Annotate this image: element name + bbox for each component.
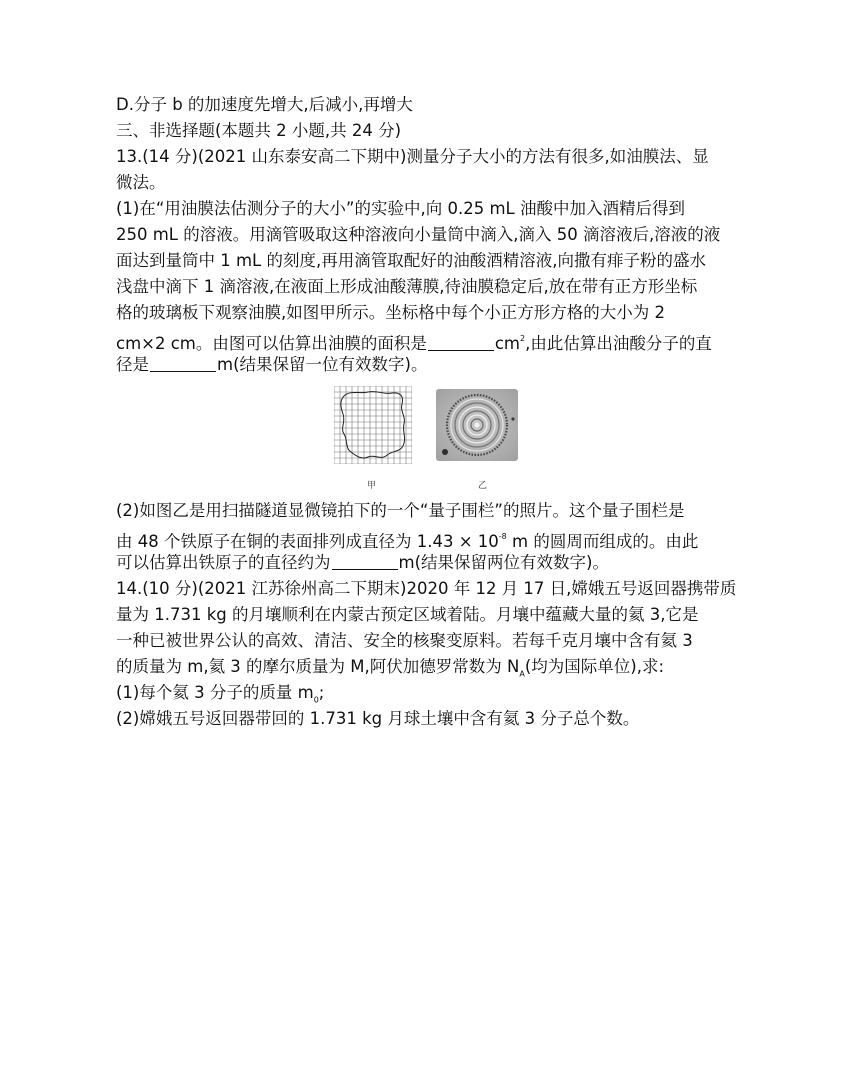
q14-part2: (2)嫦娥五号返回器带回的 1.731 kg 月球土壤中含有氦 3 分子总个数。 [116,709,640,728]
oil-film-grid-figure [334,386,412,464]
q14-line2: 量为 1.731 kg 的月壤顺利在内蒙古预定区域着陆。月壤中蕴藏大量的氦 3,它是 [116,605,699,624]
q13-part1-line4: 浅盘中滴下 1 滴溶液,在液面上形成油酸薄膜,待油膜稳定后,放在带有正方形坐标 [116,277,698,296]
q13-part1-line2: 250 mL 的溶液。用滴管吸取这种溶液向小量筒中滴入,滴入 50 滴溶液后,溶液的液 [116,225,721,244]
quantum-corral-figure [436,389,518,461]
text-segment: m(结果保留两位有效数字)。 [398,553,609,572]
text-segment: (1)每个氦 3 分子的质量 m [116,683,314,702]
subscript: 0 [313,695,319,705]
section-heading: 三、非选择题(本题共 2 小题,共 24 分) [116,121,402,140]
q13-part1-line6 [116,326,756,352]
q13-part1-line1: (1)在“用油膜法估测分子的大小”的实验中,向 0.25 mL 油酸中加入酒精后得到 [116,199,685,218]
question-13-header: 13.(14 分)(2021 山东泰安高二下期中)测量分子大小的方法有很多,如油膜法、显 [116,147,709,166]
question-14-header: 14.(10 分)(2021 江苏徐州高二下期末)2020 年 12 月 17 日,嫦娥五号返回器携带质 [116,579,737,598]
q13-part1-line3: 面达到量筒中 1 mL 的刻度,再用滴管取配好的油酸酒精溶液,向撒有痱子粉的盛水 [116,251,706,270]
text-segment: ; [318,683,325,702]
subscript: A [519,669,525,679]
q14-line4 [116,654,756,680]
text-segment: 径是 [116,355,149,374]
answer-blank-area[interactable] [428,332,494,351]
q13-part2-line1: (2)如图乙是用扫描隧道显微镜拍下的一个“量子围栏”的照片。这个量子围栏是 [116,501,685,520]
q13-part2-line2 [116,524,756,550]
q13-part1-line7 [116,352,756,378]
figure-caption-b: 乙 [478,481,488,491]
unit-cm: cm [494,334,521,353]
document-page [116,92,756,732]
text-segment: 的质量为 m,氦 3 的摩尔质量为 M,阿伏加德罗常数为 N [116,657,520,676]
question-13-header-cont: 微法。 [116,173,166,192]
text-segment: (均为国际单位),求: [524,657,665,676]
oil-film-outline [341,392,405,459]
q14-part1 [116,680,756,706]
q14-line3: 一种已被世界公认的高效、清洁、安全的核聚变原料。若每千克月壤中含有氦 3 [116,631,693,650]
text-segment: 可以估算出铁原子的直径约为 [116,553,331,572]
q13-part2-line3 [116,550,756,576]
text-segment: m 的圆周而组成的。由此 [506,532,699,551]
superscript: -8 [498,532,507,541]
text-segment: m(结果保留一位有效数字)。 [217,355,428,374]
q13-part1-line5: 格的玻璃板下观察油膜,如图甲所示。坐标格中每个小正方形方格的大小为 2 [116,303,665,322]
answer-blank-iron-diameter[interactable] [332,551,398,570]
text-segment: 由 48 个铁原子在铜的表面排列成直径为 1.43 × 10 [116,532,499,551]
text-segment: cm×2 cm。由图可以估算出油膜的面积是 [116,334,427,353]
option-d: D.分子 b 的加速度先增大,后减小,再增大 [116,95,413,114]
text-segment: ,由此估算出油酸分子的直 [525,334,712,353]
figure-row [116,386,756,498]
answer-blank-diameter[interactable] [150,353,216,372]
figure-caption-a: 甲 [367,481,377,491]
superscript: 2 [520,334,526,343]
